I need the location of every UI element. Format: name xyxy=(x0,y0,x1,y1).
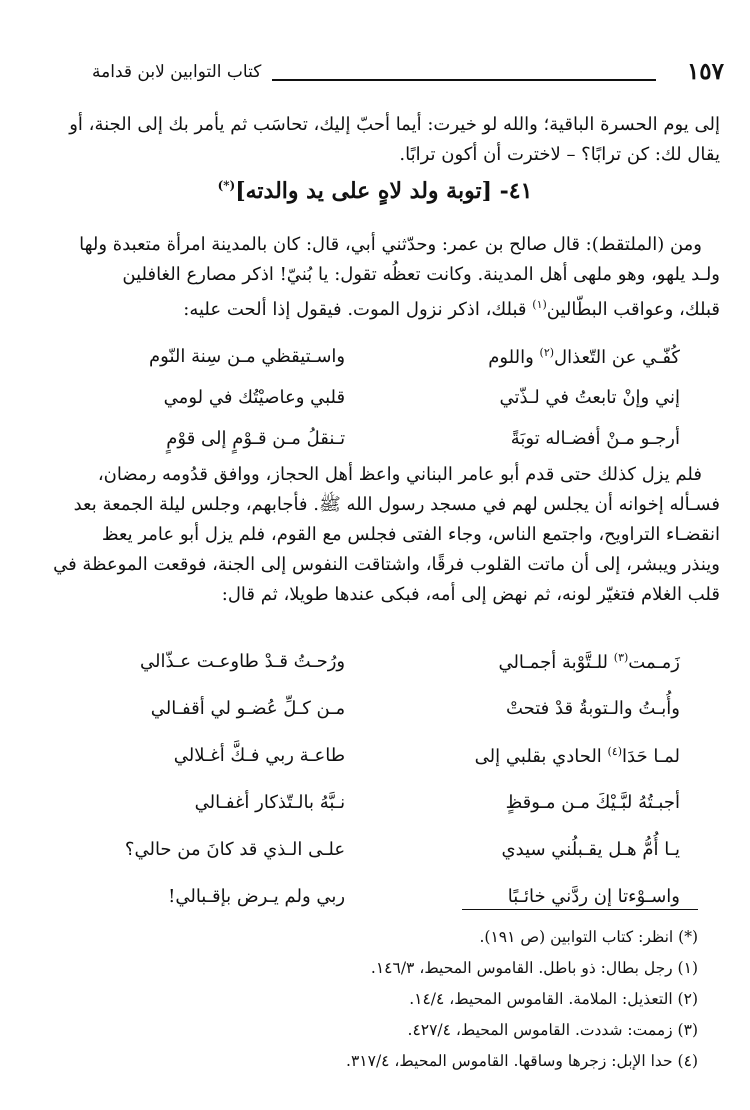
verse-first-hemistich: إني وإنْ تابعتُ في لـذّتي xyxy=(499,387,680,408)
page-number: ١٥٧ xyxy=(686,58,724,85)
paragraph-line: إلى يوم الحسرة الباقية؛ والله لو خيرت: أيما أحبّ إليك، تحاسَب ثم يأمر بك إلى الجنة، أو xyxy=(69,114,720,135)
running-title: كتاب التوابين لابن قدامة xyxy=(92,62,262,82)
paragraph-2 xyxy=(36,230,720,325)
footnote-ref: (٢) xyxy=(539,345,555,359)
hemistich-text: الحادي بقلبي إلى xyxy=(474,745,608,767)
poem-2 xyxy=(36,638,680,920)
footnote-ref: (٤) xyxy=(607,744,623,758)
verse-second-hemistich: واسـتيقظي مـن سِنة النّوم xyxy=(149,346,346,367)
footnote: (١) رجل بطال: ذو باطل. القاموس المحيط، ١٤٦/٣. xyxy=(370,959,698,977)
poem-1 xyxy=(36,336,680,459)
footnote: (٣) زممت: شددت. القاموس المحيط، ٤٢٧/٤. xyxy=(407,1021,698,1039)
paragraph-line: وينذر ويبشر، إلى أن ماتت القلوب فرقًا، واشتاقت النفوس إلى الجنة، فوقعت الموعظة في xyxy=(53,554,720,575)
poem-verse xyxy=(36,685,680,732)
verse-first-hemistich: وأُبـتُ والـتوبةُ قدْ فتحتْ xyxy=(505,698,680,719)
poem-verse xyxy=(36,779,680,826)
footnote: (٤) حدا الإبل: زجرها وساقها. القاموس المحيط، ٣١٧/٤. xyxy=(346,1052,698,1070)
line-text: قبلك، وعواقب البطّالين xyxy=(546,299,720,320)
verse-first-hemistich xyxy=(371,745,680,767)
hemistich-text: كُفّـي عن التّعذال xyxy=(554,346,680,368)
footnote-rule xyxy=(462,909,698,910)
poem-verse xyxy=(36,418,680,459)
paragraph-line xyxy=(36,290,720,325)
verse-second-hemistich: علـى الـذي قد كانَ من حالي؟ xyxy=(124,839,346,860)
section-heading-text: ٤١- [توبة ولد لاهٍ على يد والدته] xyxy=(235,178,533,204)
header-rule xyxy=(272,79,656,81)
poem-verse xyxy=(36,732,680,779)
paragraph-line: فلم يزل كذلك حتى قدم أبو عامر البناني واعظ أهل الحجاز، ووافق قدُومه رمضان، xyxy=(97,464,702,485)
verse-second-hemistich: تـنقلُ مـن قـوْمٍ إلى قوْمٍ xyxy=(166,428,346,449)
footnote-ref: (٣) xyxy=(613,650,629,664)
poem-verse xyxy=(36,873,680,920)
verse-second-hemistich: نـبَّهُ بالـتّذكار أغفـالي xyxy=(194,792,346,813)
verse-second-hemistich: ورُحـتُ قـدْ طاوعـت عـذّالي xyxy=(140,651,346,672)
verse-first-hemistich: أجبـتُهُ لبَّـيْكَ مـن مـوقظٍ xyxy=(505,792,680,813)
hemistich-text: للـتَّوْبة أجمـالي xyxy=(498,651,614,673)
verse-second-hemistich: مـن كـلِّ عُضـو لي أقفـالي xyxy=(150,698,346,719)
verse-second-hemistich: طاعـة ربي فـكَّ أغـلالي xyxy=(173,745,346,766)
footnote-ref: (١) xyxy=(532,298,547,311)
verse-first-hemistich: واسـوْءتا إن ردَّني خائـبًا xyxy=(507,886,680,907)
footnote: (*) انظر: كتاب التوابين (ص ١٩١). xyxy=(479,928,698,946)
footnote: (٢) التعذيل: الملامة. القاموس المحيط، ١٤/٤. xyxy=(409,990,698,1008)
paragraph-line: ومن (الملتقط): قال صالح بن عمر: وحدّثني أبي، قال: كان بالمدينة امرأة متعبدة ولها xyxy=(79,234,702,255)
verse-second-hemistich: قلبي وعاصيْتُك في لومي xyxy=(163,387,346,408)
verse-second-hemistich: ربي ولم يـرض بإقـبالي! xyxy=(168,886,346,907)
verse-first-hemistich: يـا أُمُّ هـل يقـبلُني سيدي xyxy=(501,839,680,860)
paragraph-line: قلب الغلام فتغيّر لونه، ثم نهض إلى أمه، فبكى عندها طويلا، ثم قال: xyxy=(221,584,720,605)
section-heading-marker: (*) xyxy=(217,178,236,193)
hemistich-text: واللوم xyxy=(488,346,540,368)
paragraph-line: يقال لك: كن ترابًا؟ – لاخترت أن أكون ترابًا. xyxy=(399,144,720,165)
paragraph-3 xyxy=(36,460,720,610)
section-heading xyxy=(0,178,750,204)
poem-verse xyxy=(36,377,680,418)
paragraph-1 xyxy=(36,110,720,170)
line-text: قبلك، اذكر نزول الموت. فيقول إذا ألحت عليه: xyxy=(183,299,533,320)
poem-verse xyxy=(36,336,680,377)
verse-first-hemistich xyxy=(371,346,680,368)
verse-first-hemistich xyxy=(371,651,680,673)
hemistich-text: زَمـمت xyxy=(628,651,680,673)
poem-verse xyxy=(36,638,680,685)
footnotes xyxy=(40,922,698,1077)
verse-first-hemistich: أرجـو مـنْ أفضـاله توبَةً xyxy=(510,428,680,449)
paragraph-line: فسـأله إخوانه أن يجلس لهم في مسجد رسول الله ﷺ. فأجابهم، وجلس ليلة الجمعة بعد xyxy=(73,494,720,515)
poem-verse xyxy=(36,826,680,873)
paragraph-line: انقضـاء التراويح، واجتمع الناس، وجاء الفتى فجلس مع القوم، فلم يزل أبو عامر يعظ xyxy=(101,524,720,545)
paragraph-line: ولـد يلهو، وهو ملهى أهل المدينة. وكانت تعظُه تقول: يا بُنيّ! اذكر مصارع الغافلين xyxy=(122,264,720,285)
hemistich-text: لمـا حَدَا xyxy=(622,745,680,767)
